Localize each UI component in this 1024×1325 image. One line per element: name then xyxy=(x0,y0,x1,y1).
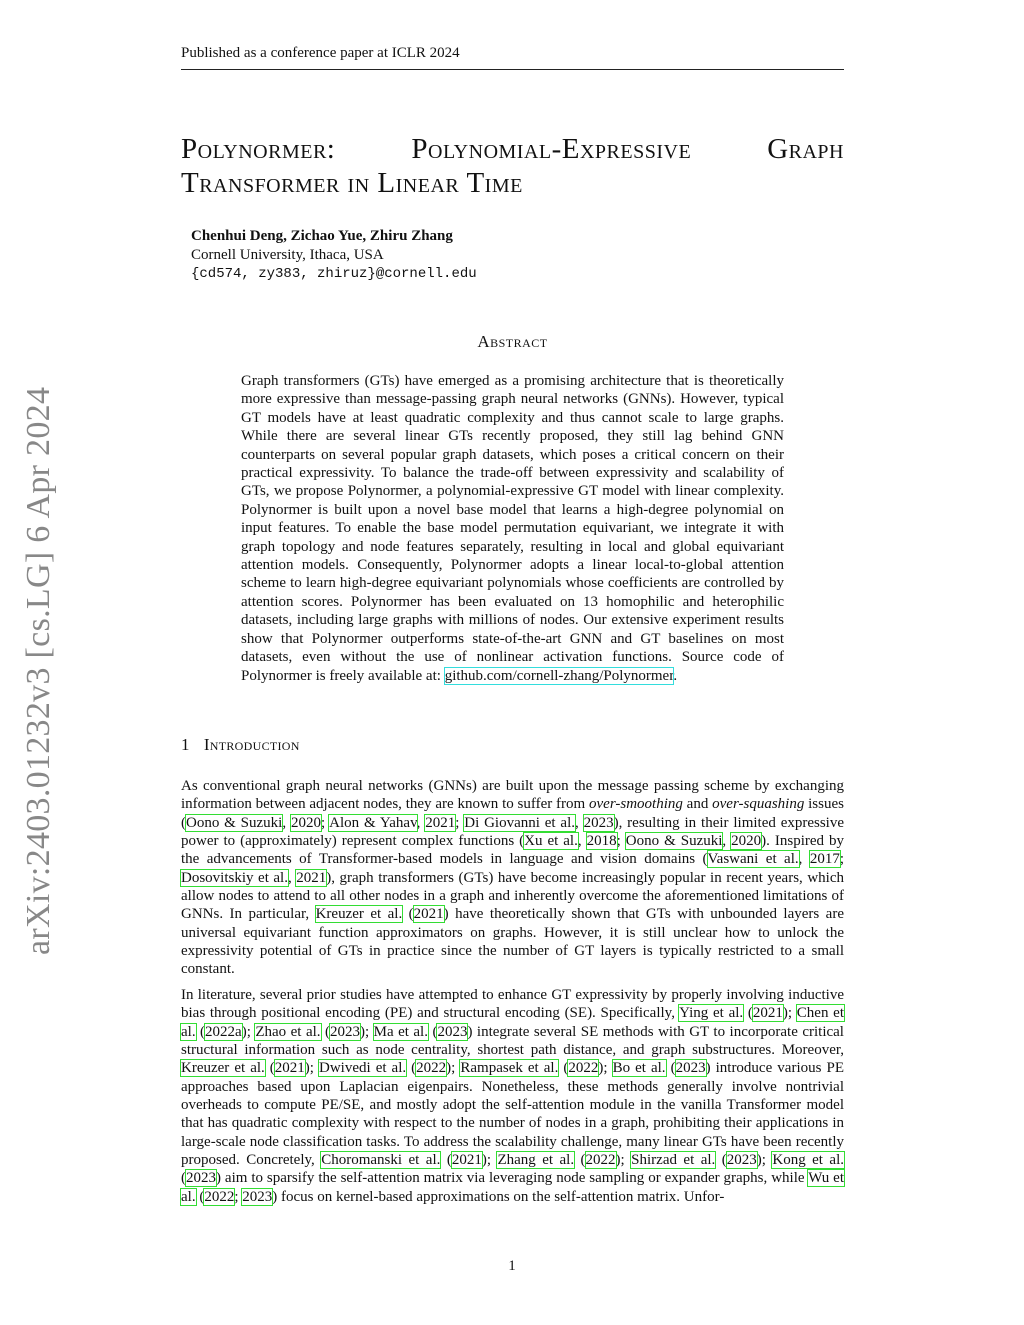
citation-link[interactable]: Kreuzer et al. xyxy=(315,906,403,923)
citation-link[interactable]: 2023 xyxy=(675,1060,706,1077)
code-link[interactable]: github.com/cornell-zhang/Polynormer xyxy=(444,667,674,684)
citation-link[interactable]: 2021 xyxy=(752,1005,783,1022)
citation-link[interactable]: Shirzad et al. xyxy=(631,1152,716,1169)
citation-link[interactable]: 2022 xyxy=(416,1060,447,1077)
citation-link[interactable]: Wu et al. xyxy=(181,1170,844,1205)
arxiv-identifier: arXiv:2403.01232v3 [cs.LG] 6 Apr 2024 xyxy=(20,386,57,955)
citation-link[interactable]: 2023 xyxy=(186,1170,216,1187)
citation-link[interactable]: 2021 xyxy=(451,1152,482,1169)
abstract-heading: Abstract xyxy=(477,332,548,351)
citation-link[interactable]: 2022 xyxy=(568,1060,599,1077)
intro-paragraph-1: As conventional graph neural networks (GNNs) are built upon the message passing scheme by exchanging information between adjacent nodes, they are known to suffer from over-smoothing and over-squashing issues (Oono & Suzuki, 2020; Alon & Yahav, 2021; Di Giovanni et al., 2023), resulting in their limited expressive power to (approximately) represent complex functions (Xu et al., 2018; Oono & Suzuki, 2020). Inspired by the advancements of Transformer-based models in language and vision domains (Vaswani et al., 2017; Dosovitskiy et al., 2021), graph transformers (GTs) have become increasingly popular in recent years, which allow nodes to attend to all other nodes in a graph and inherently overcome the aforementioned limitations of GNNs. In particular, Kreuzer et al. (2021) have theoretically shown that GTs with unbounded layers are universal equivariant function approximators on graphs. However, it is still unclear how to unlock the expressivity potential of GTs in practice since the number of GT layers is typically restricted to a small constant. xyxy=(181,778,845,978)
citation-link[interactable]: Zhao et al. xyxy=(255,1023,321,1040)
citation-link[interactable]: 2023 xyxy=(330,1023,360,1040)
citation-link[interactable]: Chen et al. xyxy=(181,1005,844,1040)
citation-link[interactable]: Alon & Yahav xyxy=(329,814,417,831)
abstract-body xyxy=(241,372,784,685)
citation-link[interactable]: 2022a xyxy=(205,1023,242,1040)
section-number: 1 xyxy=(181,735,190,754)
citation-link[interactable]: 2020 xyxy=(731,833,762,850)
citation-link[interactable]: 2022 xyxy=(204,1188,235,1205)
author-names: Chenhui Deng, Zichao Yue, Zhiru Zhang xyxy=(191,228,453,244)
citation-link[interactable]: Kong et al. xyxy=(772,1152,844,1169)
affiliation: Cornell University, Ithaca, USA xyxy=(191,247,384,263)
citation-link[interactable]: 2022 xyxy=(585,1152,616,1169)
citation-link[interactable]: Zhang et al. xyxy=(497,1152,575,1169)
citation-link[interactable]: Bo et al. xyxy=(612,1060,666,1077)
citation-link[interactable]: 2023 xyxy=(583,814,614,831)
author-block xyxy=(191,227,477,284)
citation-link[interactable]: Vaswani et al. xyxy=(707,851,799,868)
citation-link[interactable]: 2023 xyxy=(437,1023,468,1040)
citation-link[interactable]: Ying et al. xyxy=(679,1005,744,1022)
title-word: Polynomial-Expressive xyxy=(411,133,692,165)
citation-link[interactable]: 2017 xyxy=(809,851,840,868)
citation-link[interactable]: Rampasek et al. xyxy=(460,1060,559,1077)
abstract-text: Graph transformers (GTs) have emerged as a promising architecture that is theoretically more expressive than message-passing graph neural networks (GNNs). However, typical GT models have at least quadratic complexity and thus cannot scale to large graphs. While there are several linear GTs recently proposed, they still lag behind GNN counterparts on several popular graph datasets, which poses a critical concern on their practical expressivity. To balance the trade-off between expressivity and scalability of GTs, we propose Polynormer, a polynomial-expressive GT model with linear complexity. Polynormer is built upon a novel base model that learns a high-degree polynomial on input features. To enable the base model permutation equivariant, we integrate it with graph topology and node features separately, resulting in local and global equivariant attention models. Consequently, Polynormer adopts a linear local-to-global attention scheme to learn high-degree equivariant polynomials whose coefficients are controlled by attention scores. Polynormer has been evaluated on 13 homophilic and heterophilic datasets, including large graphs with millions of nodes. Our extensive experiment results show that Polynormer outperforms state-of-the-art GNN and GT baselines on most datasets, even without the use of nonlinear activation functions. Source code of Polynormer is freely available at: xyxy=(241,373,784,684)
citation-link[interactable]: Dosovitskiy et al. xyxy=(181,869,288,886)
citation-link[interactable]: Di Giovanni et al. xyxy=(464,814,575,831)
title-line-2: Transformer in Linear Time xyxy=(181,167,523,199)
abstract-end: . xyxy=(673,667,678,684)
citation-link[interactable]: Xu et al. xyxy=(524,833,578,850)
citation-link[interactable]: Oono & Suzuki xyxy=(186,814,283,831)
paper-title xyxy=(181,132,844,200)
citation-link[interactable]: Kreuzer et al. xyxy=(181,1060,265,1077)
intro-paragraph-2: In literature, several prior studies have attempted to enhance GT expressivity by properly involving inductive bias through positional encoding (PE) and structural encoding (SE). Specifically, Ying et al. (2021); Chen et al. (2022a); Zhao et al. (2023); Ma et al. (2023) integrate several SE methods with GT to incorporate critical structural information such as node centrality, shortest path distance, and graph substructures. Moreover, Kreuzer et al. (2021); Dwivedi et al. (2022); Rampasek et al. (2022); Bo et al. (2023) introduce various PE approaches based upon Laplacian eigenpairs. Nonetheless, these methods generally involve nontrivial overheads to compute PE/SE, and mostly adopt the self-attention module in the vanilla Transformer model that has quadratic complexity with respect to the number of nodes in a graph, prohibiting their applications in large-scale node classification tasks. To address the scalability challenge, many linear GTs have been recently proposed. Concretely, Choromanski et al. (2021); Zhang et al. (2022); Shirzad et al. (2023); Kong et al. (2023) aim to sparsify the self-attention matrix via leveraging node sampling or expander graphs, while Wu et al. (2022; 2023) focus on kernel-based approximations on the self-attention matrix. Unfor- xyxy=(181,987,844,1205)
citation-link[interactable]: 2021 xyxy=(425,814,456,831)
author-emails: {cd574, zy383, zhiruz}@cornell.edu xyxy=(191,266,477,282)
title-word: Polynormer: xyxy=(181,133,336,165)
citation-link[interactable]: Oono & Suzuki xyxy=(625,833,723,850)
title-word: Graph xyxy=(767,133,844,165)
citation-link[interactable]: 2021 xyxy=(274,1060,305,1077)
citation-link[interactable]: 2018 xyxy=(586,833,617,850)
citation-link[interactable]: 2020 xyxy=(290,814,321,831)
citation-link[interactable]: 2023 xyxy=(242,1188,273,1205)
citation-link[interactable]: 2023 xyxy=(726,1152,757,1169)
running-head: Published as a conference paper at ICLR 2024 xyxy=(181,44,844,70)
citation-link[interactable]: Choromanski et al. xyxy=(321,1152,441,1169)
page-number: 1 xyxy=(508,1258,516,1274)
section-title: Introduction xyxy=(203,735,300,754)
citation-link[interactable]: 2021 xyxy=(413,906,444,923)
citation-link[interactable]: Ma et al. xyxy=(373,1023,428,1040)
citation-link[interactable]: 2021 xyxy=(296,869,327,886)
section-heading xyxy=(181,735,300,755)
citation-link[interactable]: Dwivedi et al. xyxy=(319,1060,407,1077)
